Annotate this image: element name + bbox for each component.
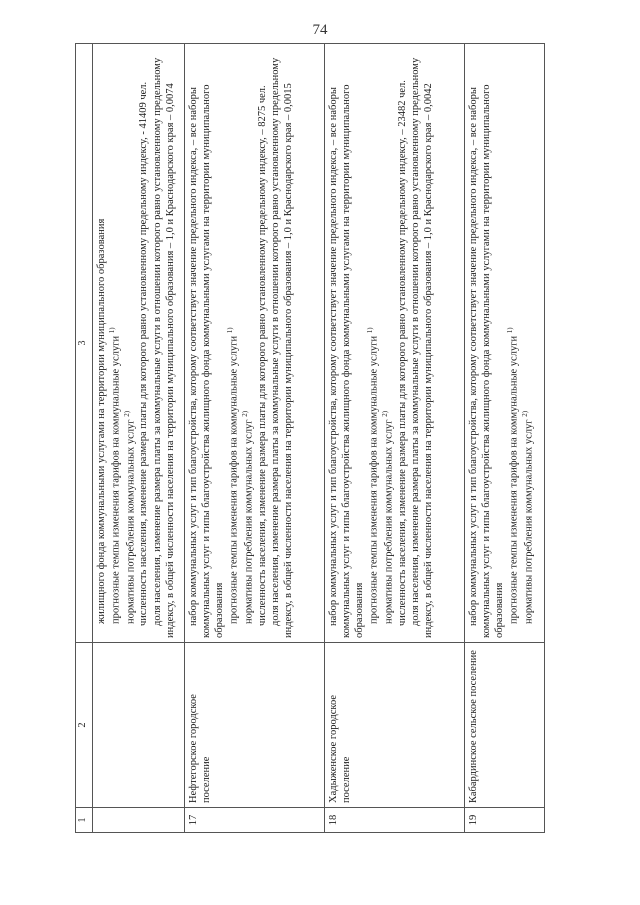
text-line: численность населения, изменение размера платы для которого равно установленному предельному индексу, – 8275 чел. [256,85,268,626]
row-number: 17 [185,808,325,833]
header-col-3: 3 [76,44,93,643]
page-number: 74 [312,22,328,38]
row-number: 18 [325,808,465,833]
row-text [325,44,465,643]
text-line: нормативы потребления коммунальных услуг $^{2)}$ [241,410,255,624]
text-line: прогнозные темпы изменения тарифов на коммунальные услуги $^{1)}$ [506,327,520,624]
row-text [465,44,545,643]
row-name: Кабардинское сельское поселение [465,643,545,808]
header-row [76,44,93,833]
table-row [465,44,545,833]
rotated-page [75,43,545,833]
text-line: прогнозные темпы изменения тарифов на коммунальные услуги $^{1)}$ [108,327,122,624]
data-table [75,43,545,833]
text-line: доля населения, изменение размера платы за коммунальные услуги в отношении которого равно установленному предельному индексу, в общей численности населения на территории муниципального образования – 1,0 и Краснодарского края – 0,0015 [269,57,294,638]
text-line: нормативы потребления коммунальных услуг $^{2)}$ [521,410,535,624]
table-row-continuation [93,44,185,833]
text-line: нормативы потребления коммунальных услуг $^{2)}$ [381,410,395,624]
table-row [185,44,325,833]
row-text [185,44,325,643]
header-col-1: 1 [76,808,93,833]
text-line: набор коммунальных услуг и тип благоустройства, которому соответствует значение предельного индекса, – все наборы коммунальных услуг и типы благоустройства жилищного фонда коммунальными услугами на территории муниципального образования [328,84,366,638]
row-name [93,643,185,808]
text-line: набор коммунальных услуг и тип благоустройства, которому соответствует значение предельного индекса, – все наборы коммунальных услуг и типы благоустройства жилищного фонда коммунальными услугами на территории муниципального образования [188,84,226,638]
table-row [325,44,465,833]
text-line: численность населения, изменение размера платы для которого равно установленному предельному индексу, - 41409 чел. [138,81,150,626]
text-line: нормативы потребления коммунальных услуг $^{2)}$ [122,410,137,624]
header-col-2: 2 [76,643,93,808]
text-line: прогнозные темпы изменения тарифов на коммунальные услуги $^{1)}$ [366,327,380,624]
text-line: численность населения, изменение размера платы для которого равно установленному предельному индексу, – 23482 чел. [396,80,408,626]
row-number [93,808,185,833]
text-line: прогнозные темпы изменения тарифов на коммунальные услуги $^{1)}$ [226,327,240,624]
text-line: жилищного фонда коммунальными услугами на территории муниципального образования [96,218,107,624]
text-line: набор коммунальных услуг и тип благоустройства, которому соответствует значение предельного индекса, – все наборы коммунальных услуг и типы благоустройства жилищного фонда коммунальными услугами на территории муниципального образования [468,84,506,638]
row-number: 19 [465,808,545,833]
text-line: доля населения, изменение размера платы за коммунальные услуги в отношении которого равно установленному предельному индексу, в общей численности населения на территории муниципального образования – 1,0 и Краснодарского края – 0,0042 [409,57,434,638]
row-name: Нефтегорское городское поселение [185,643,325,808]
row-name: Хадыженское городское поселение [325,643,465,808]
text-line: доля населения, изменение размера платы за коммунальные услуги в отношении которого равно установленному предельному индексу, в общей численности населения на территории муниципального образования – 1,0 и Краснодарского края – 0,0074 [151,57,176,638]
row-text [93,44,185,643]
